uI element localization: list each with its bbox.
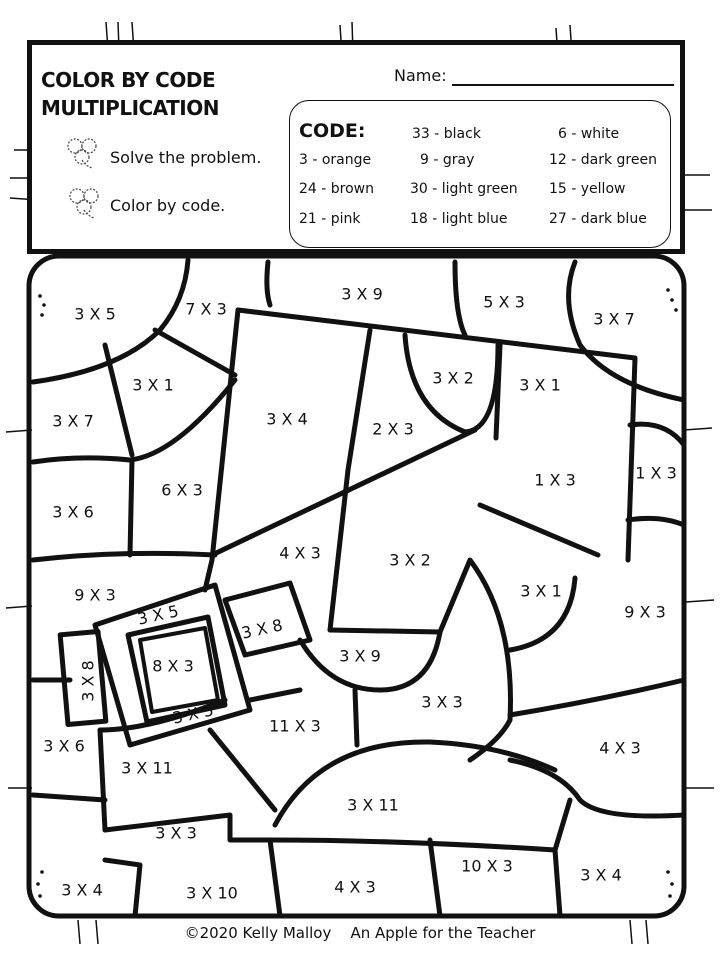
problem-cell[interactable]: 4 X 3 <box>599 738 641 758</box>
worksheet-title-line2: MULTIPLICATION <box>41 96 219 120</box>
problem-cell[interactable]: 3 X 2 <box>389 550 431 570</box>
problem-cell[interactable]: 2 X 3 <box>372 419 414 439</box>
problem-cell[interactable]: 11 X 3 <box>269 716 321 736</box>
code-item: 33 - black <box>412 126 481 142</box>
region-line <box>100 730 105 830</box>
name-label: Name: <box>394 66 447 85</box>
problem-cell[interactable]: 9 X 3 <box>74 585 116 605</box>
problem-cell[interactable]: 1 X 3 <box>534 470 576 490</box>
problem-cell[interactable]: 7 X 3 <box>185 299 227 319</box>
region-line <box>210 730 275 810</box>
problem-cell[interactable]: 3 X 1 <box>520 581 562 601</box>
problem-cell[interactable]: 3 X 2 <box>432 368 474 388</box>
region-line <box>267 262 270 305</box>
region-line <box>105 860 140 916</box>
region-line <box>275 742 555 825</box>
problem-cell[interactable]: 5 X 3 <box>483 292 525 312</box>
code-item: 15 - yellow <box>549 181 626 197</box>
code-item: 9 - gray <box>420 152 475 168</box>
name-input-line[interactable] <box>452 84 674 86</box>
problem-cell[interactable]: 3 X 9 <box>339 646 381 666</box>
copyright-text: ©2020 Kelly Malloy <box>184 924 332 942</box>
problem-cell[interactable]: 3 X 7 <box>593 309 635 329</box>
problem-cell[interactable]: 8 X 3 <box>152 656 194 676</box>
region-line <box>33 795 105 800</box>
problem-cell[interactable]: 3 X 8 <box>78 660 98 702</box>
problem-cell[interactable]: 3 X 6 <box>43 736 85 756</box>
code-item: 24 - brown <box>299 181 374 197</box>
region-line <box>155 330 235 375</box>
region-line <box>430 840 440 916</box>
region-line <box>628 518 684 525</box>
problem-cell[interactable]: 3 X 9 <box>341 284 383 304</box>
instruction-color: Color by code. <box>110 196 226 215</box>
problem-cell[interactable]: 9 X 3 <box>624 602 666 622</box>
problem-cell[interactable]: 3 X 1 <box>132 375 174 395</box>
problem-cell[interactable]: 4 X 3 <box>279 543 321 563</box>
region-line <box>105 345 132 455</box>
problem-cell[interactable]: 3 X 8 <box>239 615 285 643</box>
problem-cell[interactable]: 3 X 3 <box>421 692 463 712</box>
brand-text: An Apple for the Teacher <box>350 924 536 942</box>
worksheet-title-line1: COLOR BY CODE <box>41 68 216 92</box>
region-line <box>480 505 598 555</box>
problem-cell[interactable]: 3 X 6 <box>52 502 94 522</box>
region-line <box>510 760 684 816</box>
problem-cell[interactable]: 3 X 4 <box>266 409 308 429</box>
region-line <box>555 850 560 916</box>
region-line <box>130 460 132 555</box>
hat-top <box>238 310 635 560</box>
problem-cell[interactable]: 4 X 3 <box>334 877 376 897</box>
problem-cell[interactable]: 3 X 1 <box>519 375 561 395</box>
code-item: 12 - dark green <box>549 152 657 168</box>
footer <box>0 924 720 942</box>
region-line <box>355 690 357 745</box>
code-item: 6 - white <box>558 126 620 142</box>
problem-cell[interactable]: 3 X 11 <box>347 795 399 815</box>
problem-cell[interactable]: 3 X 3 <box>155 823 197 843</box>
problem-cell[interactable]: 3 X 10 <box>186 883 238 903</box>
region-line <box>569 262 684 400</box>
region-line <box>212 430 475 555</box>
region-line <box>510 680 684 715</box>
problem-cell[interactable]: 3 X 7 <box>52 411 94 431</box>
code-title: CODE: <box>299 120 366 142</box>
problem-cell[interactable]: 3 X 4 <box>61 880 103 900</box>
region-line <box>250 690 300 700</box>
code-item: 30 - light green <box>410 181 518 197</box>
region-line <box>348 330 370 470</box>
region-line <box>33 553 215 560</box>
problem-cell[interactable]: 3 X 5 <box>135 601 181 629</box>
problem-cell[interactable]: 6 X 3 <box>161 480 203 500</box>
problem-cell[interactable]: 10 X 3 <box>461 856 513 876</box>
problem-cell[interactable]: 3 X 5 <box>170 700 216 728</box>
region-line <box>555 800 570 850</box>
code-item: 27 - dark blue <box>549 211 647 227</box>
code-item: 18 - light blue <box>410 211 508 227</box>
region-line <box>455 262 465 335</box>
region-line <box>270 840 555 850</box>
problem-cell[interactable]: 3 X 11 <box>121 758 173 778</box>
region-line <box>630 424 684 445</box>
instruction-solve: Solve the problem. <box>110 148 262 167</box>
problem-cell[interactable]: 1 X 3 <box>635 463 677 483</box>
code-item: 21 - pink <box>299 211 361 227</box>
problem-cell[interactable]: 3 X 5 <box>74 304 116 324</box>
code-item: 3 - orange <box>299 152 372 168</box>
problem-cell[interactable]: 3 X 4 <box>580 865 622 885</box>
